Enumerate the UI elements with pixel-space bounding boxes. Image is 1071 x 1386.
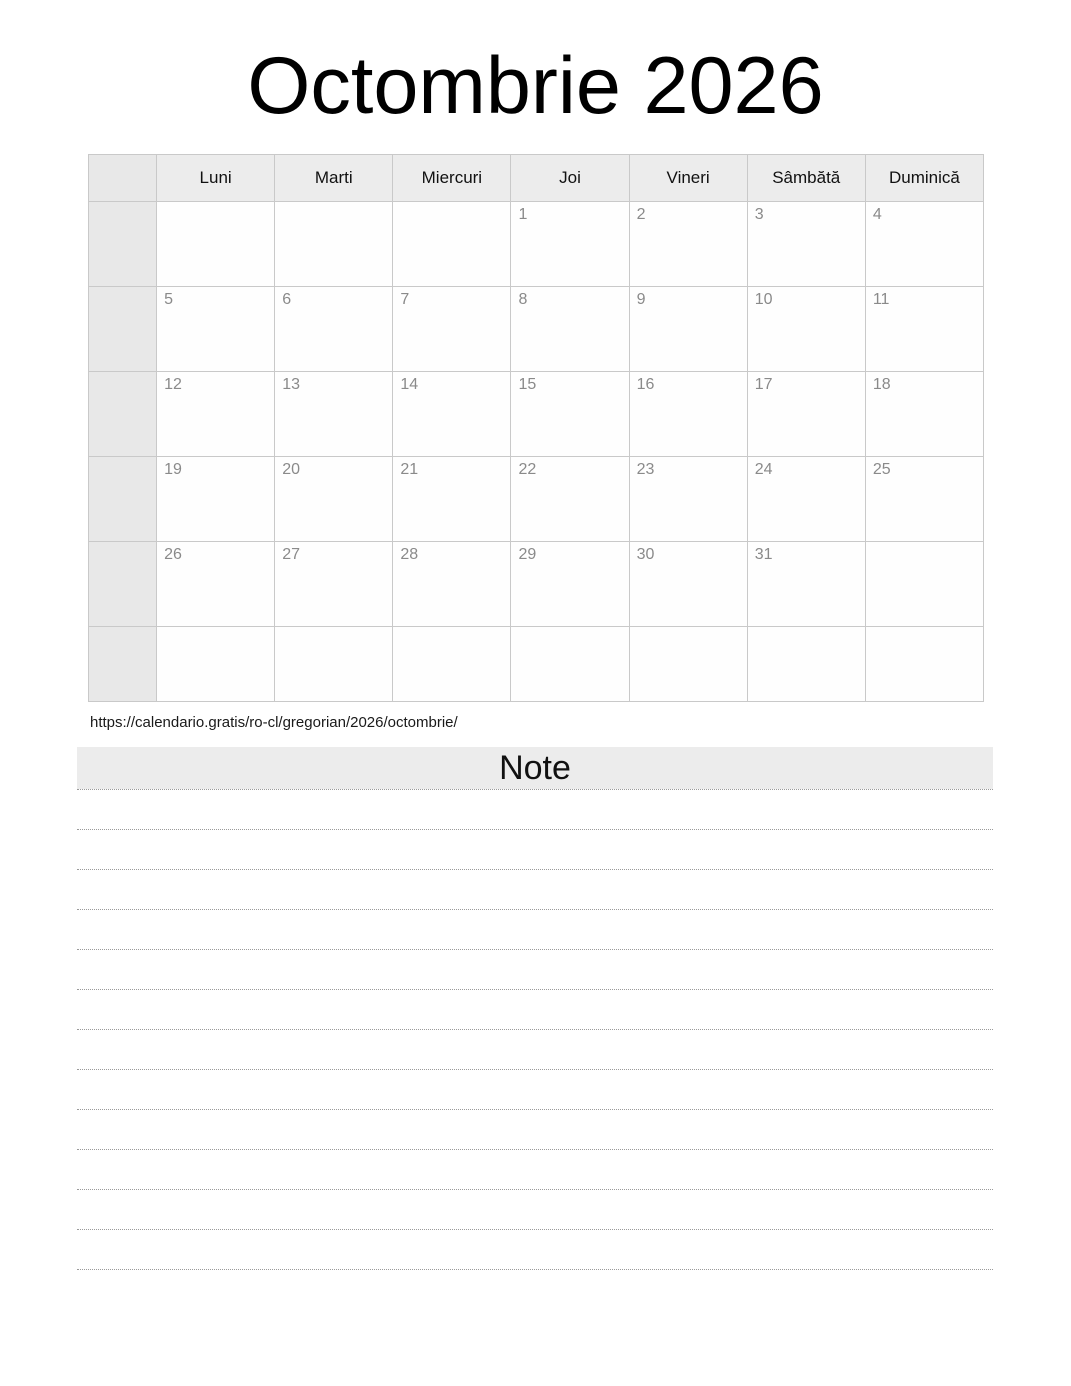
day-number: 17 [754,376,773,393]
day-cell[interactable] [629,372,747,457]
day-cell[interactable] [629,627,747,702]
day-cell[interactable] [393,372,511,457]
week-gutter-header [89,155,157,202]
day-cell[interactable] [393,457,511,542]
day-cell[interactable] [511,372,629,457]
page-title: Octombrie 2026 [247,41,824,131]
day-cell[interactable] [275,372,393,457]
day-cell[interactable] [629,542,747,627]
day-number: 2 [636,206,646,223]
day-cell[interactable] [747,202,865,287]
calendar-week-row [89,542,984,627]
day-number [866,542,983,547]
weekday-header-marti: Marti [275,155,393,202]
calendar-week-row [89,202,984,287]
day-number: 8 [518,291,528,308]
day-cell[interactable] [865,457,983,542]
week-gutter-cell [89,542,157,627]
day-cell[interactable] [511,202,629,287]
day-cell[interactable] [865,542,983,627]
week-gutter-cell [89,287,157,372]
day-cell[interactable] [865,372,983,457]
day-cell[interactable] [393,202,511,287]
calendar-week-row [89,457,984,542]
day-cell[interactable] [393,627,511,702]
day-number: 26 [164,546,182,563]
day-number: 28 [400,546,419,563]
weekday-header-joi: Joi [511,155,629,202]
note-line[interactable] [77,830,993,870]
day-number: 9 [636,291,646,308]
note-line[interactable] [77,870,993,910]
day-cell[interactable] [157,542,275,627]
day-cell[interactable] [157,457,275,542]
day-cell[interactable] [157,202,275,287]
day-number: 14 [400,376,419,393]
day-number: 23 [636,461,655,478]
day-cell[interactable] [511,457,629,542]
note-line[interactable] [77,910,993,950]
day-number: 13 [282,376,300,393]
day-number [511,627,628,632]
day-number: 6 [282,291,292,308]
day-number: 10 [754,291,773,308]
day-number: 1 [518,206,528,223]
day-number [157,627,274,632]
day-cell[interactable] [511,627,629,702]
calendar-header-row [89,155,984,202]
day-cell[interactable] [629,287,747,372]
notes-title: Note [77,747,993,789]
week-gutter-cell [89,627,157,702]
weekday-header-miercuri: Miercuri [393,155,511,202]
calendar-table [88,154,984,702]
calendar-week-row [89,287,984,372]
day-cell[interactable] [157,287,275,372]
day-number: 18 [872,376,891,393]
calendar-week-row [89,627,984,702]
note-line[interactable] [77,1190,993,1230]
day-number [748,627,865,632]
day-number [393,627,510,632]
source-url[interactable]: https://calendario.gratis/ro-cl/gregorian/2026/octombrie/ [90,714,458,731]
day-cell[interactable] [747,627,865,702]
note-line[interactable] [77,1030,993,1070]
calendar-week-row [89,372,984,457]
day-number: 22 [518,461,537,478]
day-cell[interactable] [393,542,511,627]
day-number [275,202,392,207]
note-line[interactable] [77,990,993,1030]
day-cell[interactable] [275,627,393,702]
day-number: 21 [400,461,419,478]
day-cell[interactable] [865,287,983,372]
day-cell[interactable] [511,542,629,627]
day-cell[interactable] [157,627,275,702]
weekday-header-sambata: Sâmbătă [747,155,865,202]
day-cell[interactable] [157,372,275,457]
notes-lines [77,789,993,1270]
day-number [866,627,983,632]
day-number [630,627,747,632]
day-number: 31 [754,546,773,563]
note-line[interactable] [77,950,993,990]
notes-section [77,747,993,1270]
note-line[interactable] [77,1150,993,1190]
weekday-header-luni: Luni [157,155,275,202]
day-number: 5 [164,291,173,308]
day-number [393,202,510,207]
day-number: 24 [754,461,773,478]
day-number: 3 [754,206,764,223]
day-number: 27 [282,546,300,563]
day-number: 30 [636,546,655,563]
day-cell[interactable] [275,287,393,372]
day-cell[interactable] [511,287,629,372]
day-number: 15 [518,376,537,393]
day-cell[interactable] [629,457,747,542]
week-gutter-cell [89,457,157,542]
day-cell[interactable] [629,202,747,287]
week-gutter-cell [89,202,157,287]
weekday-header-duminica: Duminică [865,155,983,202]
day-number [157,202,274,207]
day-cell[interactable] [275,202,393,287]
calendar-container [88,154,984,702]
week-gutter-cell [89,372,157,457]
day-cell[interactable] [865,627,983,702]
weekday-header-vineri: Vineri [629,155,747,202]
note-line[interactable] [77,1230,993,1270]
day-cell[interactable] [747,287,865,372]
day-number [275,627,392,632]
day-number: 7 [400,291,410,308]
day-number: 25 [872,461,891,478]
day-number: 19 [164,461,182,478]
day-cell[interactable] [747,542,865,627]
note-line[interactable] [77,789,993,830]
day-number: 20 [282,461,300,478]
day-cell[interactable] [393,287,511,372]
day-cell[interactable] [275,457,393,542]
day-cell[interactable] [865,202,983,287]
day-number: 4 [872,206,882,223]
day-number: 29 [518,546,537,563]
day-cell[interactable] [747,372,865,457]
day-number: 11 [872,291,890,308]
note-line[interactable] [77,1070,993,1110]
day-number: 16 [636,376,655,393]
day-cell[interactable] [275,542,393,627]
note-line[interactable] [77,1110,993,1150]
day-cell[interactable] [747,457,865,542]
day-number: 12 [164,376,182,393]
